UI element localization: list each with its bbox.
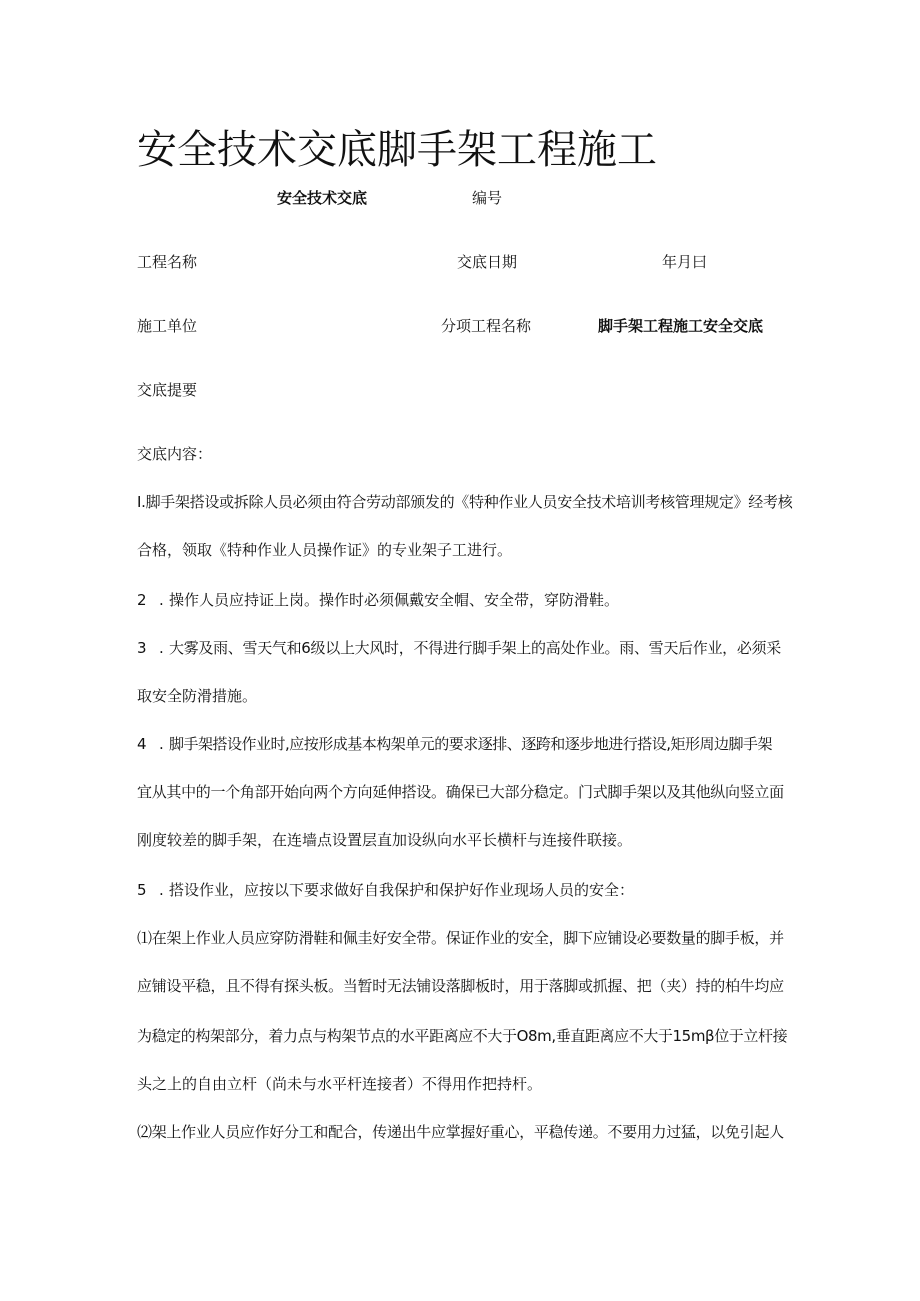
item-number: 3 [137, 639, 147, 657]
body-line-7: 宜从其中的一个角部开始向两个方向延伸搭设。确保已大部分稳定。门式脚手架以及其他纵向竖立面 [137, 783, 784, 801]
item-text: 大雾及雨、雪天气和6级以上大风时，不得进行脚手架上的高处作业。雨、雪天后作业，必须采 [169, 639, 781, 657]
item-text: 搭设作业，应按以下要求做好自我保护和保护好作业现场人员的安全： [169, 881, 635, 899]
content-label: 交底内容： [137, 445, 213, 463]
subproject-label: 分项工程名称 [441, 317, 532, 335]
project-name-label: 工程名称 [137, 253, 198, 271]
body-line-8: 刚度较差的脚手架，在连墙点设置层直加设纵向水平长横杆与连接件联接。 [137, 831, 633, 849]
body-line-2: 合格，领取《特种作业人员操作证》的专业架子工进行。 [137, 541, 513, 559]
item-dot: . [159, 591, 164, 609]
body-line-1: I.脚手架搭设或拆除人员必须由符合劳动部颁发的《特种作业人员安全技术培训考核管理规定》经考核 [137, 493, 793, 511]
summary-label: 交底提要 [137, 381, 198, 399]
item-number: 5 [137, 881, 147, 899]
body-line-5: 取安全防滑措施。 [137, 687, 258, 705]
item-text: 操作人员应持证上岗。操作时必须佩戴安全帽、安全带，穿防滑鞋。 [169, 591, 620, 609]
item-2 [137, 590, 619, 610]
number-label: 编号 [472, 189, 503, 207]
body-line-11: 应铺设平稳，且不得有探头板。当暂时无法铺设落脚板时，用于落脚或抓握、把（夹）持的柏牛均应 [137, 977, 784, 995]
item-5 [137, 880, 634, 900]
body-line-10: ⑴在架上作业人员应穿防滑鞋和佩圭好安全带。保证作业的安全，脚下应铺设必要数量的脚手板，并 [137, 929, 784, 947]
date-value: 年月曰 [662, 253, 708, 271]
body-line-14: ⑵架上作业人员应作好分工和配合，传递出牛应掌握好重心，平稳传递。不要用力过猛，以免引起人 [137, 1123, 784, 1141]
subproject-value: 脚手架工程施工安全交底 [598, 317, 764, 335]
date-label: 交底日期 [457, 253, 518, 271]
item-text: 脚手架搭设作业时,应按形成基本构架单元的要求逐排、逐跨和逐步地进行搭设,矩形周边脚手架 [169, 735, 773, 753]
document-title: 安全技术交底脚手架工程施工 [137, 127, 657, 173]
item-number: 4 [137, 735, 147, 753]
item-dot: . [159, 639, 164, 657]
body-line-12: 为稳定的构架部分，着力点与构架节点的水平距离应不大于O8m,垂直距离应不大于15mβ位于立杆接 [137, 1027, 788, 1045]
item-3 [137, 638, 781, 658]
item-number: 2 [137, 591, 147, 609]
item-dot: . [159, 881, 164, 899]
item-4 [137, 734, 772, 754]
doc-type-label: 安全技术交底 [277, 189, 368, 207]
item-dot: . [159, 735, 164, 753]
unit-label: 施工单位 [137, 317, 198, 335]
body-line-13: 头之上的自由立杆（尚未与水平杆连接者）不得用作把持杆。 [137, 1075, 543, 1093]
